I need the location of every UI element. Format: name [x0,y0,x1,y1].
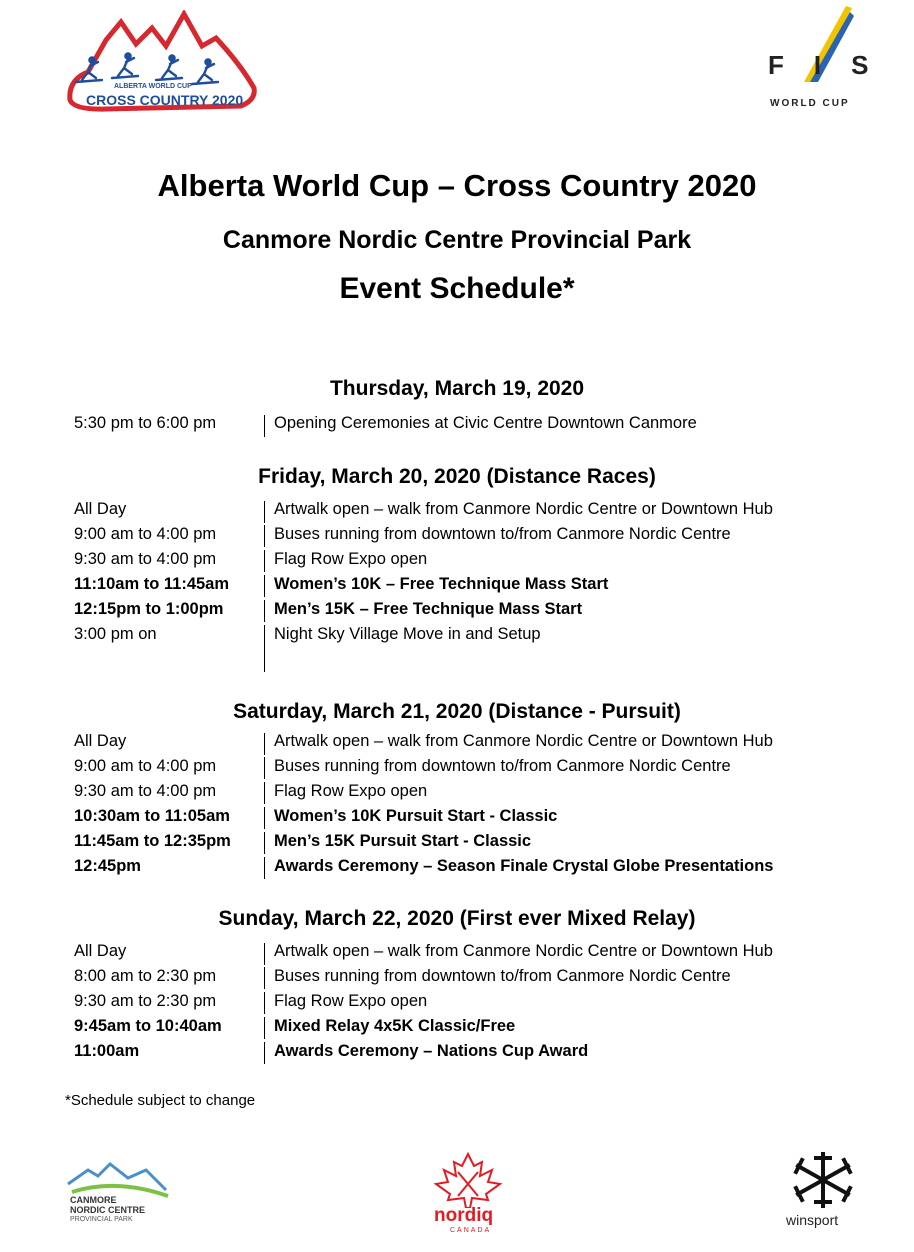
event-row [74,622,773,647]
fis-world-cup-logo [760,4,899,112]
day-heading-thursday: Thursday, March 19, 2020 [329,377,585,400]
event-desc: Flag Row Expo open [274,550,428,568]
day-heading-sunday: Sunday, March 22, 2020 (First ever Mixed Relay) [218,907,696,930]
event-row [74,854,773,879]
event-desc: Buses running from downtown to/from Canmore Nordic Centre [274,757,731,775]
cnc-line2: NORDIC CENTRE [70,1205,146,1215]
event-time: 11:45am to 12:35pm [74,832,231,850]
nordiq-canada-logo [430,1152,506,1238]
schedule-thursday [74,411,697,436]
cnc-line1: CANMORE [70,1195,117,1205]
schedule-sunday [74,939,773,1064]
mountain-icon [66,1160,171,1200]
divider [264,647,265,672]
divider [264,757,265,779]
event-row [74,411,697,436]
event-row [74,497,773,522]
event-row [74,939,773,964]
event-desc: Opening Ceremonies at Civic Centre Downtown Canmore [274,414,697,432]
event-time: 9:30 am to 2:30 pm [74,992,217,1010]
awc-logo-line1: ALBERTA WORLD CUP [114,83,192,90]
event-time: 9:30 am to 4:00 pm [74,782,217,800]
footnote: *Schedule subject to change [65,1092,256,1109]
day-heading-saturday: Saturday, March 21, 2020 (Distance - Pursuit) [233,700,681,723]
winsport-name: winsport [786,1212,839,1228]
event-time: 12:15pm to 1:00pm [74,600,224,618]
divider [264,832,265,854]
divider [264,1042,265,1064]
event-row [74,804,773,829]
event-row [74,1014,773,1039]
nordiq-sub: CANADA [450,1227,492,1234]
event-desc: Flag Row Expo open [274,782,428,800]
event-row [74,989,773,1014]
divider [264,625,265,647]
event-time: All Day [74,732,127,750]
winsport-logo [782,1150,872,1230]
venue-subtitle: Canmore Nordic Centre Provincial Park [222,226,692,254]
divider [264,733,265,755]
event-desc: Flag Row Expo open [274,992,428,1010]
cnc-line3: PROVINCIAL PARK [70,1216,133,1223]
divider [264,782,265,804]
event-time: 9:30 am to 4:00 pm [74,550,217,568]
maple-leaf-icon [430,1152,506,1208]
divider [264,992,265,1014]
day-heading-friday: Friday, March 20, 2020 (Distance Races) [258,465,656,488]
divider [264,600,265,622]
divider [264,525,265,547]
divider [264,857,265,879]
event-row-spacer [74,647,773,672]
event-desc: Men’s 15K Pursuit Start - Classic [274,832,532,850]
event-time: All Day [74,500,127,518]
event-row [74,597,773,622]
event-time: 5:30 pm to 6:00 pm [74,414,217,432]
event-desc: Artwalk open – walk from Canmore Nordic Centre or Downtown Hub [274,500,773,518]
event-desc: Women’s 10K – Free Technique Mass Start [274,575,609,593]
fis-letters: FIS [768,50,899,80]
canmore-nordic-centre-logo [66,1160,176,1230]
event-time: 11:00am [74,1042,140,1060]
event-time: 8:00 am to 2:30 pm [74,967,217,985]
event-desc: Night Sky Village Move in and Setup [274,625,541,643]
event-desc: Buses running from downtown to/from Canmore Nordic Centre [274,525,731,543]
event-time: 9:00 am to 4:00 pm [74,757,217,775]
event-desc: Awards Ceremony – Season Finale Crystal Globe Presentations [274,857,774,875]
event-row [74,754,773,779]
awc-logo-line2: CROSS COUNTRY 2020 [86,92,244,108]
divider [264,501,265,523]
divider [264,550,265,572]
schedule-title: Event Schedule* [339,272,575,305]
event-time: 9:00 am to 4:00 pm [74,525,217,543]
divider [264,1017,265,1039]
event-time: 3:00 pm on [74,625,157,643]
event-time: 12:45pm [74,857,141,875]
event-row [74,572,773,597]
event-row [74,729,773,754]
event-desc: Women’s 10K Pursuit Start - Classic [274,807,558,825]
divider [264,807,265,829]
event-time: 11:10am to 11:45am [74,575,230,593]
schedule-saturday [74,729,773,879]
event-row [74,964,773,989]
page-title: Alberta World Cup – Cross Country 2020 [157,168,757,203]
event-row [74,829,773,854]
event-time: 9:45am to 10:40am [74,1017,222,1035]
snowflake-icon [788,1150,858,1210]
event-desc: Buses running from downtown to/from Canmore Nordic Centre [274,967,731,985]
divider [264,415,265,437]
divider [264,943,265,965]
divider [264,967,265,989]
event-desc: Artwalk open – walk from Canmore Nordic Centre or Downtown Hub [274,942,773,960]
event-desc: Artwalk open – walk from Canmore Nordic Centre or Downtown Hub [274,732,773,750]
schedule-friday [74,497,773,672]
event-time: All Day [74,942,127,960]
event-desc: Awards Ceremony – Nations Cup Award [274,1042,589,1060]
fis-world-cup-text: WORLD CUP [770,98,850,109]
event-row [74,522,773,547]
alberta-world-cup-logo [66,10,261,115]
event-desc: Men’s 15K – Free Technique Mass Start [274,600,583,618]
event-row [74,1039,773,1064]
event-row [74,547,773,572]
event-time: 10:30am to 11:05am [74,807,230,825]
event-desc: Mixed Relay 4x5K Classic/Free [274,1017,516,1035]
event-row [74,779,773,804]
divider [264,575,265,597]
nordiq-name: nordiq [434,1205,494,1226]
